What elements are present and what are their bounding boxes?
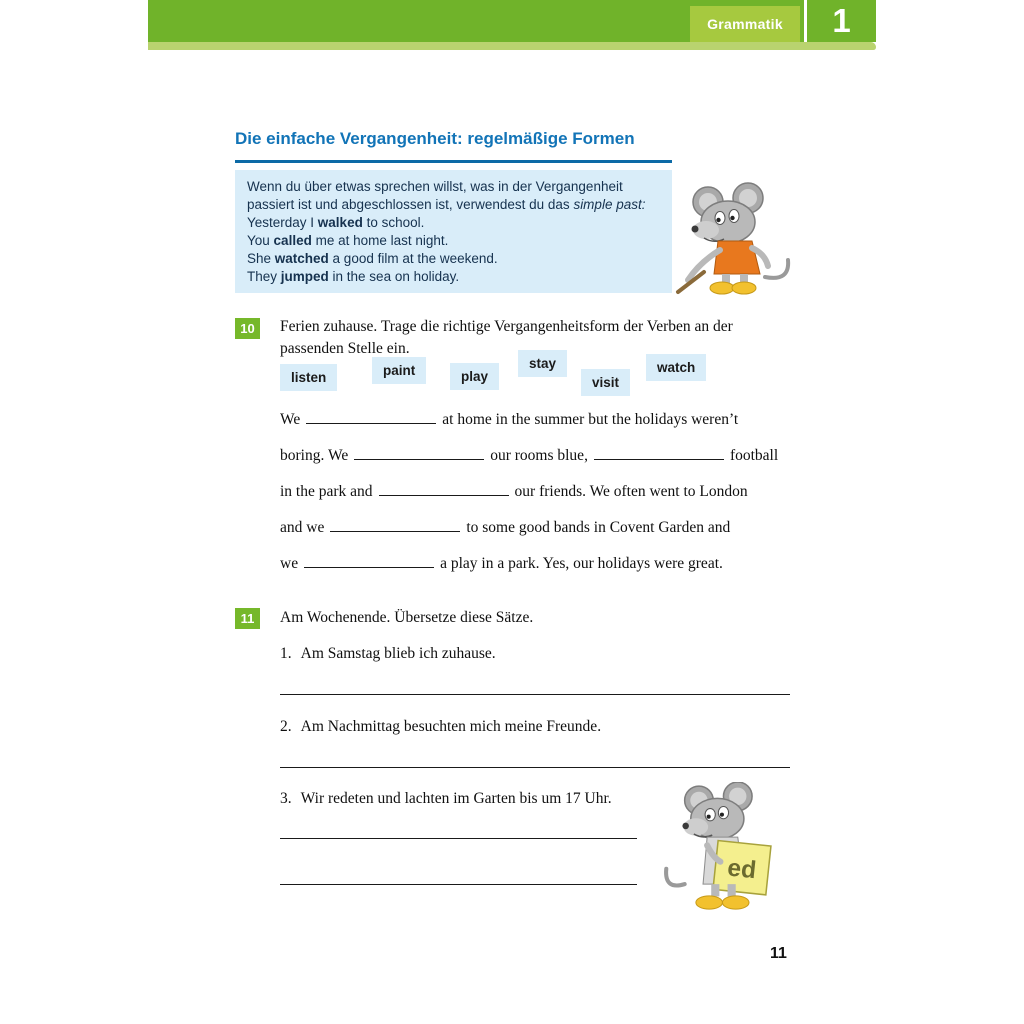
example-sentence: Yesterday I walked to school. (247, 215, 425, 230)
exercise-number-badge: 10 (235, 318, 260, 339)
word-bank-item: visit (581, 369, 630, 396)
section-tab-label: Grammatik (707, 16, 783, 32)
header-brush-stripe (148, 42, 876, 50)
answer-line (280, 767, 790, 768)
gap-fill-line: We at home in the summer but the holidays weren’t (280, 402, 825, 438)
answer-blank (304, 552, 434, 568)
answer-blank (354, 444, 484, 460)
answer-line (280, 838, 637, 839)
word-bank-item: listen (280, 364, 337, 391)
word-bank-item: play (450, 363, 499, 390)
page-title: Die einfache Vergangenheit: regelmäßige Formen (235, 129, 635, 148)
example-sentence: They jumped in the sea on holiday. (247, 269, 460, 284)
gap-fill-line: we a play in a park. Yes, our holidays were great. (280, 546, 825, 582)
page-content (148, 0, 876, 1024)
answer-line (280, 694, 790, 695)
gap-fill-line: and we to some good bands in Covent Garden and (280, 510, 825, 546)
title-rule (235, 160, 672, 163)
exercise-number-badge: 11 (235, 608, 260, 629)
simple-past-term: simple past: (573, 197, 646, 212)
answer-line (280, 884, 637, 885)
answer-blank (594, 444, 724, 460)
answer-blank (379, 480, 509, 496)
exercise-10-instruction: Ferien zuhause. Trage die richtige Vergangenheitsform der Verben an der passenden Stelle ein. (280, 318, 733, 357)
gap-fill-line: in the park and our friends. We often went to London (280, 474, 825, 510)
translation-item: 1. Am Samstag blieb ich zuhause. (280, 645, 496, 662)
gap-fill-line: boring. We our rooms blue, football (280, 438, 825, 474)
info-line: Wenn du über etwas sprechen willst, was in der Vergangenheit (247, 179, 623, 194)
ed-box-label: ed (726, 854, 758, 885)
section-tab (690, 6, 800, 42)
word-bank-item: paint (372, 357, 426, 384)
exercise-11-instruction: Am Wochenende. Übersetze diese Sätze. (280, 609, 534, 626)
grammar-info-box (235, 170, 672, 293)
ed-box (713, 841, 771, 895)
translation-item: 3. Wir redeten und lachten im Garten bis um 17 Uhr. (280, 790, 612, 807)
example-sentence: You called me at home last night. (247, 233, 449, 248)
page-number: 11 (770, 945, 787, 962)
mouse-with-ed-box-illustration (656, 782, 794, 925)
answer-blank (306, 408, 436, 424)
mouse-illustration (670, 182, 795, 297)
translation-item: 2. Am Nachmittag besuchten mich meine Freunde. (280, 718, 602, 735)
gap-fill-text (280, 402, 825, 582)
example-sentence: She watched a good film at the weekend. (247, 251, 498, 266)
chapter-number: 1 (832, 2, 851, 39)
word-bank-item: watch (646, 354, 706, 381)
answer-blank (330, 516, 460, 532)
info-line: passiert ist und abgeschlossen ist, verwendest du das simple past: (247, 197, 646, 212)
word-bank-item: stay (518, 350, 567, 377)
